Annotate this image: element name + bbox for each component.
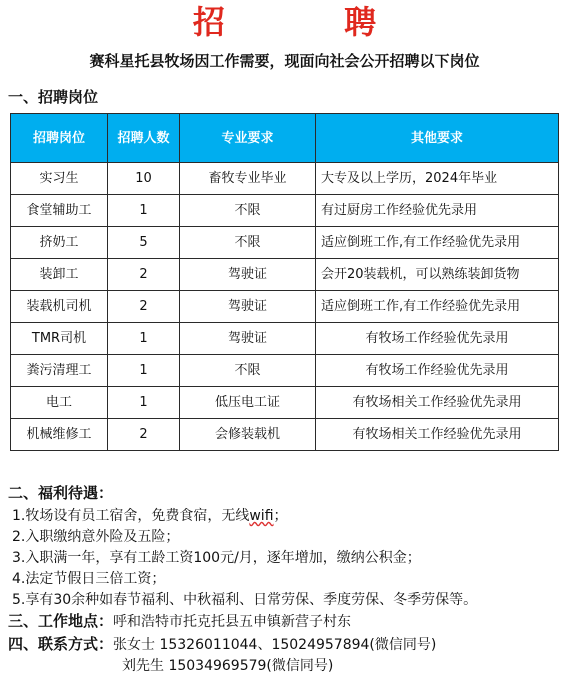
benefit-1-wifi: wifi — [249, 508, 274, 524]
cell-position: 食堂辅助工 — [11, 195, 108, 227]
work-location — [8, 611, 351, 632]
table-row — [11, 419, 559, 451]
cell-count: 2 — [108, 291, 180, 323]
cell-count: 1 — [108, 355, 180, 387]
contact-info — [8, 634, 436, 655]
cell-position: 电工 — [11, 387, 108, 419]
location-label: 三、工作地点： — [8, 612, 114, 630]
section-heading-positions: 一、招聘岗位 — [8, 88, 99, 106]
contact-2: 刘先生 15034969579(微信同号) — [122, 658, 334, 674]
cell-position: 粪污清理工 — [11, 355, 108, 387]
benefit-1-end: ； — [273, 508, 288, 524]
table-header-row — [11, 114, 559, 163]
cell-requirement: 驾驶证 — [180, 291, 316, 323]
cell-requirement: 不限 — [180, 355, 316, 387]
cell-position: 挤奶工 — [11, 227, 108, 259]
cell-count: 1 — [108, 195, 180, 227]
cell-other: 有过厨房工作经验优先录用 — [316, 195, 559, 227]
section-heading-benefits: 二、福利待遇： — [8, 484, 114, 502]
cell-count: 1 — [108, 387, 180, 419]
cell-position: 装卸工 — [11, 259, 108, 291]
cell-count: 5 — [108, 227, 180, 259]
contact-label: 四、联系方式： — [8, 635, 114, 653]
cell-count: 2 — [108, 419, 180, 451]
cell-position: 实习生 — [11, 163, 108, 195]
benefit-item-5: 5.享有30余种如春节福利、中秋福利、日常劳保、季度劳保、冬季劳保等。 — [12, 592, 478, 608]
cell-other: 适应倒班工作,有工作经验优先录用 — [316, 291, 559, 323]
table-row — [11, 259, 559, 291]
cell-requirement: 不限 — [180, 195, 316, 227]
page-subtitle: 赛科星托县牧场因工作需要，现面向社会公开招聘以下岗位 — [89, 52, 480, 70]
cell-other: 有牧场工作经验优先录用 — [316, 355, 559, 387]
header-position: 招聘岗位 — [11, 114, 108, 163]
cell-other: 大专及以上学历，2024年毕业 — [316, 163, 559, 195]
cell-requirement: 不限 — [180, 227, 316, 259]
positions-table — [10, 113, 559, 451]
cell-other: 会开20装载机，可以熟练装卸货物 — [316, 259, 559, 291]
location-value: 呼和浩特市托克托县五申镇新营子村东 — [113, 614, 352, 630]
benefit-item-3: 3.入职满一年，享有工龄工资100元/月，逐年增加，缴纳公积金； — [12, 550, 421, 566]
contact-1: 张女士 15326011044、15024957894(微信同号) — [113, 637, 437, 653]
cell-position: TMR司机 — [11, 323, 108, 355]
table-row — [11, 355, 559, 387]
benefit-item-1 — [12, 506, 288, 526]
header-other: 其他要求 — [316, 114, 559, 163]
cell-position: 机械维修工 — [11, 419, 108, 451]
table-row — [11, 163, 559, 195]
header-count: 招聘人数 — [108, 114, 180, 163]
cell-requirement: 驾驶证 — [180, 323, 316, 355]
cell-other: 有牧场相关工作经验优先录用 — [316, 387, 559, 419]
cell-count: 1 — [108, 323, 180, 355]
table-row — [11, 387, 559, 419]
cell-requirement: 畜牧专业毕业 — [180, 163, 316, 195]
table-row — [11, 195, 559, 227]
cell-position: 装载机司机 — [11, 291, 108, 323]
cell-other: 适应倒班工作,有工作经验优先录用 — [316, 227, 559, 259]
benefit-item-2: 2.入职缴纳意外险及五险； — [12, 529, 180, 545]
table-row — [11, 323, 559, 355]
cell-requirement: 会修装载机 — [180, 419, 316, 451]
benefit-item-4: 4.法定节假日三倍工资； — [12, 571, 166, 587]
page-title: 招 聘 — [192, 3, 431, 41]
table-row — [11, 291, 559, 323]
cell-other: 有牧场工作经验优先录用 — [316, 323, 559, 355]
header-requirement: 专业要求 — [180, 114, 316, 163]
cell-requirement: 低压电工证 — [180, 387, 316, 419]
benefit-1-text: 1.牧场设有员工宿舍，免费食宿，无线 — [12, 508, 250, 524]
cell-count: 2 — [108, 259, 180, 291]
cell-other: 有牧场相关工作经验优先录用 — [316, 419, 559, 451]
table-row — [11, 227, 559, 259]
cell-requirement: 驾驶证 — [180, 259, 316, 291]
cell-count: 10 — [108, 163, 180, 195]
